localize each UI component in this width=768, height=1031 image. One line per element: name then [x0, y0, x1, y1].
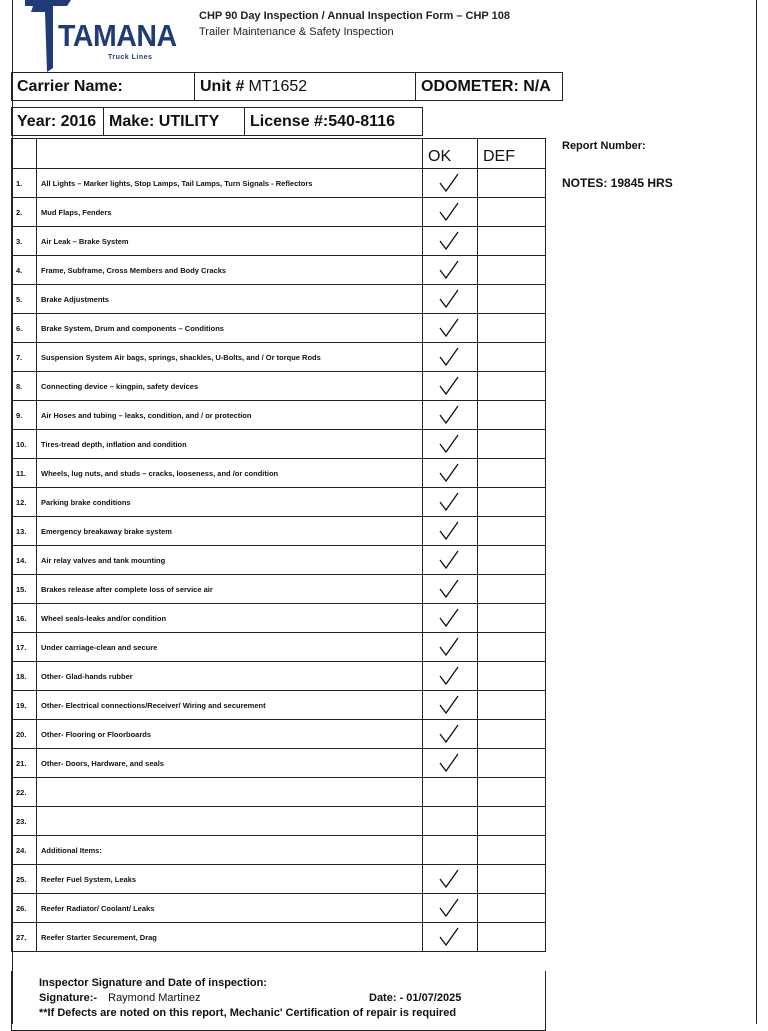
defect-disclaimer: **If Defects are noted on this report, Mechanic' Certification of repair is required [39, 1007, 457, 1019]
ok-cell [423, 923, 478, 952]
item-number: 21. [12, 749, 37, 778]
ok-cell [423, 546, 478, 575]
carrier-name-field [11, 72, 195, 101]
ok-cell [423, 691, 478, 720]
inspection-date: Date: - 01/07/2025 [369, 992, 462, 1004]
def-cell [478, 575, 546, 604]
ok-cell [423, 256, 478, 285]
unit-number-value: MT1652 [248, 77, 308, 95]
checkmark-icon [437, 665, 461, 687]
item-number: 20. [12, 720, 37, 749]
report-number-label: Report Number: [562, 140, 646, 152]
def-cell [478, 285, 546, 314]
checkmark-icon [437, 607, 461, 629]
item-description: Other- Flooring or Floorboards [37, 720, 423, 749]
page-border-right [756, 0, 757, 1024]
item-number: 9. [12, 401, 37, 430]
item-description: Air relay valves and tank mounting [37, 546, 423, 575]
table-row [12, 720, 546, 749]
checkmark-icon [437, 520, 461, 542]
item-number: 6. [12, 314, 37, 343]
table-row [12, 894, 546, 923]
ok-cell [423, 343, 478, 372]
table-row [12, 343, 546, 372]
checkmark-icon [437, 752, 461, 774]
item-number: 2. [12, 198, 37, 227]
table-row [12, 633, 546, 662]
def-cell [478, 604, 546, 633]
ok-cell [423, 401, 478, 430]
table-row [12, 314, 546, 343]
item-description: Wheel seals-leaks and/or condition [37, 604, 423, 633]
def-cell [478, 546, 546, 575]
table-row [12, 430, 546, 459]
table-row [12, 662, 546, 691]
checkmark-icon [437, 346, 461, 368]
def-cell [478, 430, 546, 459]
item-number: 23. [12, 807, 37, 836]
ok-cell [423, 314, 478, 343]
def-cell [478, 778, 546, 807]
item-description: Mud Flaps, Fenders [37, 198, 423, 227]
checkmark-icon [437, 549, 461, 571]
item-number: 3. [12, 227, 37, 256]
item-description: Parking brake conditions [37, 488, 423, 517]
item-description: Connecting device – kingpin, safety devices [37, 372, 423, 401]
table-row [12, 459, 546, 488]
ok-cell [423, 662, 478, 691]
checkmark-icon [437, 578, 461, 600]
checkmark-icon [437, 404, 461, 426]
table-row [12, 546, 546, 575]
checkmark-icon [437, 462, 461, 484]
table-row [12, 169, 546, 198]
def-cell [478, 198, 546, 227]
ok-cell [423, 836, 478, 865]
def-cell [478, 372, 546, 401]
def-cell [478, 314, 546, 343]
checklist-body [12, 139, 546, 952]
license-text: License #:540-8116 [250, 112, 395, 130]
ok-cell [423, 430, 478, 459]
item-description: Other- Electrical connections/Receiver/ Wiring and securement [37, 691, 423, 720]
ok-cell [423, 488, 478, 517]
def-cell [478, 894, 546, 923]
carrier-name-label: Carrier Name: [17, 77, 123, 95]
table-row [12, 256, 546, 285]
item-description: Air Hoses and tubing – leaks, condition, and / or protection [37, 401, 423, 430]
def-cell [478, 749, 546, 778]
inspection-checklist-table [11, 138, 546, 952]
ok-cell [423, 575, 478, 604]
ok-cell [423, 285, 478, 314]
ok-cell [423, 198, 478, 227]
def-cell [478, 459, 546, 488]
item-number: 10. [12, 430, 37, 459]
item-description: Brakes release after complete loss of service air [37, 575, 423, 604]
item-description: Wheels, lug nuts, and studs – cracks, looseness, and /or condition [37, 459, 423, 488]
item-number: 12. [12, 488, 37, 517]
license-field [244, 107, 423, 136]
item-description: Reefer Fuel System, Leaks [37, 865, 423, 894]
form-title: CHP 90 Day Inspection / Annual Inspection Form – CHP 108 [199, 10, 510, 22]
item-number: 13. [12, 517, 37, 546]
def-cell [478, 343, 546, 372]
ok-cell [423, 865, 478, 894]
ok-cell [423, 604, 478, 633]
def-cell [478, 633, 546, 662]
item-number: 25. [12, 865, 37, 894]
item-number: 5. [12, 285, 37, 314]
item-description: Additional Items: [37, 836, 423, 865]
header-desc-cell [37, 139, 423, 169]
ok-cell [423, 894, 478, 923]
def-cell [478, 169, 546, 198]
header-ok-cell: OK [423, 139, 478, 169]
item-description: Reefer Radiator/ Coolant/ Leaks [37, 894, 423, 923]
item-number: 4. [12, 256, 37, 285]
year-field [11, 107, 104, 136]
checkmark-icon [437, 172, 461, 194]
def-cell [478, 923, 546, 952]
checkmark-icon [437, 491, 461, 513]
checkmark-icon [437, 723, 461, 745]
item-number: 8. [12, 372, 37, 401]
item-description: Emergency breakaway brake system [37, 517, 423, 546]
ok-cell [423, 749, 478, 778]
table-row [12, 198, 546, 227]
checkmark-icon [437, 230, 461, 252]
item-description [37, 807, 423, 836]
item-description: Other- Doors, Hardware, and seals [37, 749, 423, 778]
header-def-cell: DEF [478, 139, 546, 169]
ok-cell [423, 633, 478, 662]
item-description: Reefer Starter Securement, Drag [37, 923, 423, 952]
logo-name: TAMANA [58, 18, 177, 53]
def-cell [478, 836, 546, 865]
odometer-field [415, 72, 563, 101]
notes-text: NOTES: 19845 HRS [562, 176, 673, 190]
checkmark-icon [437, 433, 461, 455]
table-row [12, 372, 546, 401]
item-number: 18. [12, 662, 37, 691]
odometer-text: ODOMETER: N/A [421, 77, 551, 95]
ok-cell [423, 807, 478, 836]
def-cell [478, 720, 546, 749]
checkmark-icon [437, 201, 461, 223]
make-text: Make: UTILITY [109, 112, 220, 130]
item-description: All Lights – Marker lights, Stop Lamps, Tail Lamps, Turn Signals - Reflectors [37, 169, 423, 198]
ok-cell [423, 169, 478, 198]
ok-cell [423, 372, 478, 401]
checkmark-icon [437, 375, 461, 397]
def-cell [478, 865, 546, 894]
item-number: 14. [12, 546, 37, 575]
item-number: 24. [12, 836, 37, 865]
table-row [12, 749, 546, 778]
table-row [12, 865, 546, 894]
item-number: 7. [12, 343, 37, 372]
item-description: Frame, Subframe, Cross Members and Body Cracks [37, 256, 423, 285]
item-number: 11. [12, 459, 37, 488]
checkmark-icon [437, 259, 461, 281]
unit-number-field [194, 72, 416, 101]
header-num-cell [12, 139, 37, 169]
item-description: Other- Glad-hands rubber [37, 662, 423, 691]
logo-subtitle: Truck Lines [108, 54, 153, 61]
item-description [37, 778, 423, 807]
def-cell [478, 691, 546, 720]
item-number: 19. [12, 691, 37, 720]
checkmark-icon [437, 868, 461, 890]
form-subtitle: Trailer Maintenance & Safety Inspection [199, 26, 394, 38]
table-row [12, 923, 546, 952]
def-cell [478, 662, 546, 691]
signature-heading: Inspector Signature and Date of inspection: [39, 977, 267, 989]
item-number: 26. [12, 894, 37, 923]
checkmark-icon [437, 926, 461, 948]
item-number: 16. [12, 604, 37, 633]
ok-cell [423, 720, 478, 749]
unit-number-label: Unit # [200, 77, 245, 95]
table-row [12, 778, 546, 807]
ok-cell [423, 459, 478, 488]
table-header-row [12, 139, 546, 169]
ok-cell [423, 517, 478, 546]
item-description: Tires-tread depth, inflation and condition [37, 430, 423, 459]
year-text: Year: 2016 [17, 112, 97, 130]
ok-cell [423, 227, 478, 256]
table-row [12, 285, 546, 314]
item-number: 27. [12, 923, 37, 952]
item-number: 22. [12, 778, 37, 807]
def-cell [478, 227, 546, 256]
item-description: Brake Adjustments [37, 285, 423, 314]
signature-line [39, 992, 200, 1004]
def-cell [478, 401, 546, 430]
def-cell [478, 488, 546, 517]
table-row [12, 691, 546, 720]
table-row [12, 604, 546, 633]
table-row [12, 517, 546, 546]
item-number: 1. [12, 169, 37, 198]
def-cell [478, 517, 546, 546]
table-row [12, 401, 546, 430]
checkmark-icon [437, 317, 461, 339]
item-description: Suspension System Air bags, springs, shackles, U-Bolts, and / Or torque Rods [37, 343, 423, 372]
def-cell [478, 807, 546, 836]
signature-label: Signature:- [39, 992, 98, 1004]
checkmark-icon [437, 694, 461, 716]
table-row [12, 488, 546, 517]
item-description: Air Leak – Brake System [37, 227, 423, 256]
table-row [12, 575, 546, 604]
checkmark-icon [437, 636, 461, 658]
item-number: 15. [12, 575, 37, 604]
checkmark-icon [437, 897, 461, 919]
table-row [12, 836, 546, 865]
make-field [103, 107, 245, 136]
def-cell [478, 256, 546, 285]
ok-cell [423, 778, 478, 807]
table-row [12, 807, 546, 836]
table-row [12, 227, 546, 256]
item-number: 17. [12, 633, 37, 662]
signature-value: Raymond Martinez [108, 992, 201, 1004]
item-description: Under carriage-clean and secure [37, 633, 423, 662]
checkmark-icon [437, 288, 461, 310]
item-description: Brake System, Drum and components – Conditions [37, 314, 423, 343]
